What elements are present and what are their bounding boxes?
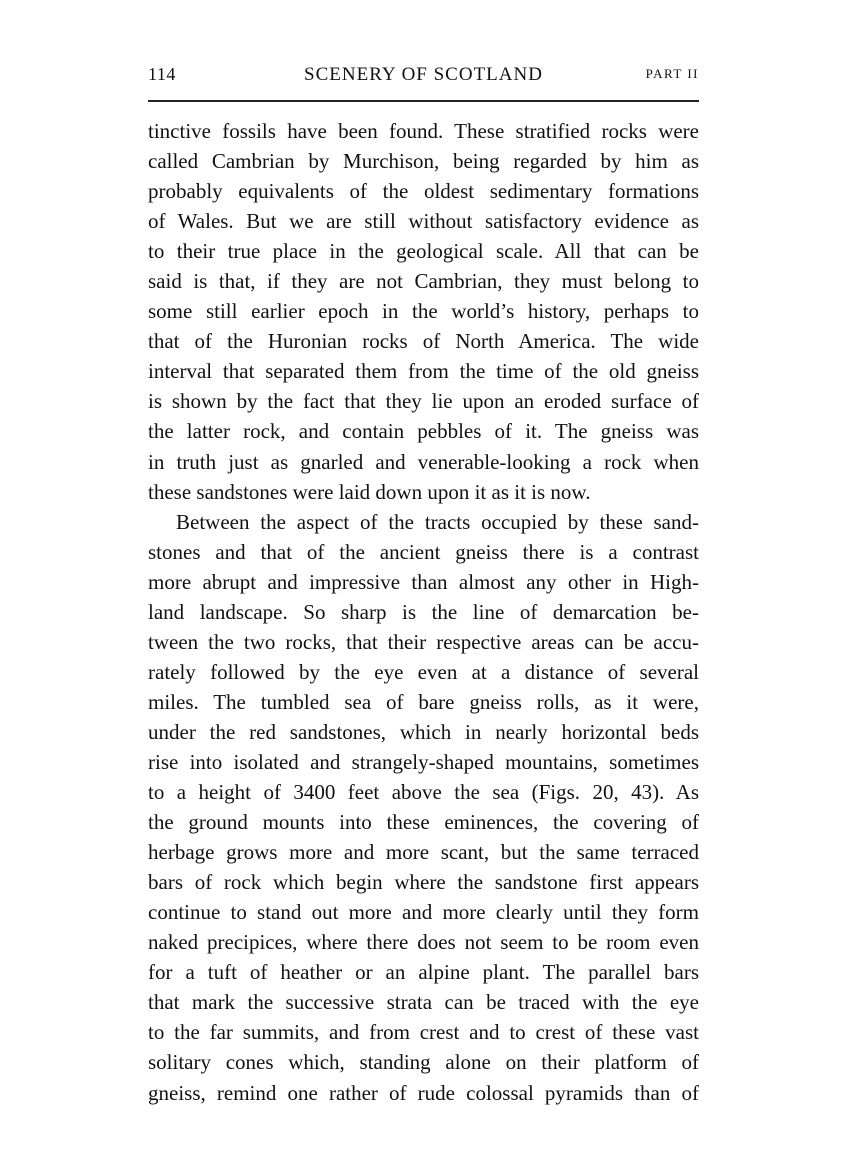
- header-rule: [148, 100, 699, 102]
- page-number: 114: [148, 64, 176, 84]
- text-line: tinctive fossils have been found. These stratified rocks were: [148, 119, 699, 143]
- running-header: [148, 64, 699, 92]
- text-line: rise into isolated and strangely-shaped mountains, sometimes: [148, 749, 699, 774]
- text-line: some still earlier epoch in the world’s history, perhaps to: [148, 299, 699, 324]
- text-line: these sandstones were laid down upon it as it is now.: [148, 479, 591, 504]
- part-label: PART II: [645, 66, 699, 81]
- text-line: that of the Huronian rocks of North America. The wide: [148, 329, 699, 354]
- text-line: solitary cones which, standing alone on their platform of: [148, 1050, 699, 1075]
- text-line: miles. The tumbled sea of bare gneiss rolls, as it were,: [148, 689, 699, 714]
- text-line: continue to stand out more and more clearly until they form: [148, 900, 699, 925]
- text-line: under the red sandstones, which in nearly horizontal beds: [148, 719, 699, 744]
- text-line: to their true place in the geological scale. All that can be: [148, 239, 699, 264]
- text-line: probably equivalents of the oldest sedimentary formations: [148, 179, 699, 204]
- text-line: land landscape. So sharp is the line of demarcation be-: [148, 599, 699, 624]
- text-line: interval that separated them from the time of the old gneiss: [148, 359, 699, 384]
- body-text: [148, 116, 699, 1108]
- text-line: that mark the successive strata can be traced with the eye: [148, 990, 699, 1015]
- text-line: the ground mounts into these eminences, the covering of: [148, 810, 699, 835]
- paragraph: [148, 116, 699, 507]
- text-line: naked precipices, where there does not seem to be room even: [148, 930, 699, 955]
- text-line: more abrupt and impressive than almost any other in High-: [148, 569, 699, 594]
- text-line: is shown by the fact that they lie upon an eroded surface of: [148, 389, 699, 414]
- text-line: to a height of 3400 feet above the sea (Figs. 20, 43). As: [148, 780, 699, 805]
- text-line: gneiss, remind one rather of rude colossal pyramids than of: [148, 1080, 699, 1105]
- text-line: the latter rock, and contain pebbles of it. The gneiss was: [148, 419, 699, 444]
- text-line: bars of rock which begin where the sandstone first appears: [148, 870, 699, 895]
- text-line: for a tuft of heather or an alpine plant. The parallel bars: [148, 960, 699, 985]
- text-line: called Cambrian by Murchison, being regarded by him as: [148, 149, 699, 174]
- text-line: Between the aspect of the tracts occupied by these sand-: [176, 509, 699, 534]
- paragraph: [148, 507, 699, 1108]
- text-line: rately followed by the eye even at a distance of several: [148, 659, 699, 684]
- text-line: said is that, if they are not Cambrian, they must belong to: [148, 269, 699, 294]
- text-line: of Wales. But we are still without satisfactory evidence as: [148, 209, 699, 234]
- text-line: in truth just as gnarled and venerable-looking a rock when: [148, 449, 699, 474]
- text-line: stones and that of the ancient gneiss there is a contrast: [148, 539, 699, 564]
- text-line: to the far summits, and from crest and to crest of these vast: [148, 1020, 699, 1045]
- text-line: tween the two rocks, that their respective areas can be accu-: [148, 629, 699, 654]
- text-line: herbage grows more and more scant, but the same terraced: [148, 840, 699, 865]
- running-title: SCENERY OF SCOTLAND: [304, 64, 543, 85]
